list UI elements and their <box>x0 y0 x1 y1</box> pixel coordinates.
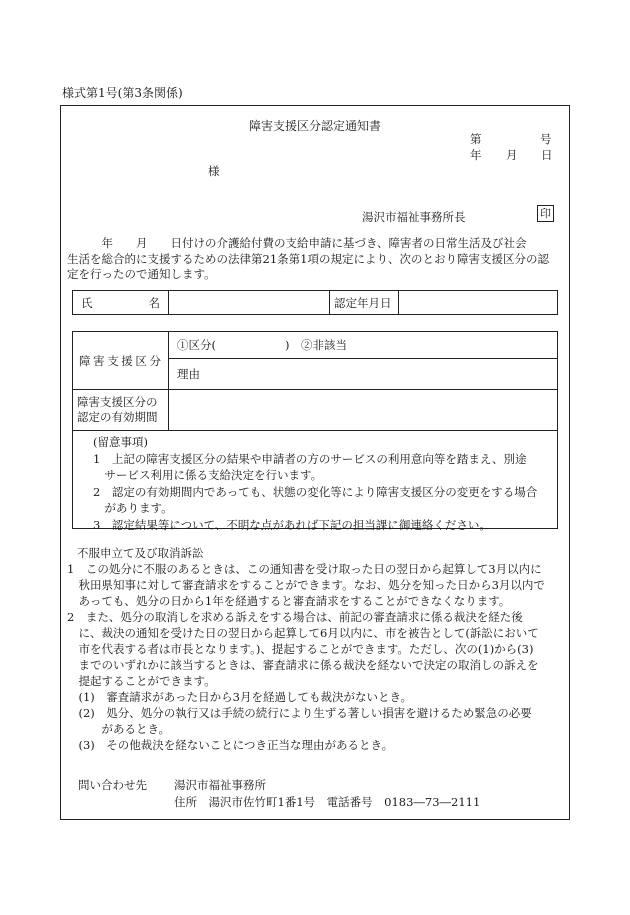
category-options: ①区分( ) ②非該当 <box>177 338 347 352</box>
appeal-line: 2 また、処分の取消しを求める訴えをする場合は、前記の審査請求に係る裁決を経た後 <box>67 610 523 624</box>
validity-label-line: 認定の有効期間 <box>77 410 158 424</box>
validity-label-cell <box>73 390 169 431</box>
notes-box <box>72 430 558 532</box>
certification-table <box>72 331 558 431</box>
number-suffix: 号 <box>540 132 552 146</box>
issuer-name: 湯沢市福祉事務所長 <box>362 210 466 224</box>
notes-line: 2 認定の有効期間内であっても、状態の変化等により障害支援区分の変更をする場合 <box>93 484 538 499</box>
appeal-line: 1 この処分に不服のあるときは、この通知書を受け取った日の翌日から起算して3月以内に <box>67 562 542 576</box>
contact-office: 湯沢市福祉事務所 <box>174 778 266 792</box>
appeal-line: までのいずれかに該当するときは、審査請求に係る裁決を経ないで決定の取消しの訴えを <box>67 658 539 672</box>
reason-cell <box>169 359 558 390</box>
contact-address: 住所 湯沢市佐竹町1番1号 電話番号 0183―73―2111 <box>174 795 481 809</box>
cert-date-label: 認定年月日 <box>334 295 392 310</box>
name-label-cell <box>73 291 169 315</box>
intro-line: 生活を総合的に支援するための法律第21条第1項の規定により、次のとおり障害支援区分の認 <box>67 251 549 266</box>
appeal-line: (1) 審査請求があった日から3月を経過しても裁決がないとき。 <box>67 690 413 704</box>
reason-label: 理由 <box>177 367 200 381</box>
notes-heading: (留意事項) <box>93 435 148 449</box>
category-label-cell <box>73 332 169 390</box>
category-option-cell <box>169 332 558 359</box>
name-value-cell <box>169 291 330 315</box>
date-month: 月 <box>506 148 518 162</box>
addressee-honorific: 様 <box>208 164 220 178</box>
appeal-line: があるとき。 <box>67 722 171 736</box>
notes-line: 3 認定結果等について、不明な点があれば下記の担当課に御連絡ください。 <box>93 517 491 532</box>
date-day: 日 <box>541 148 553 162</box>
intro-line: 年 月 日付けの介護給付費の支給申請に基づき、障害者の日常生活及び社会 <box>67 236 527 250</box>
number-prefix: 第 <box>470 132 482 146</box>
notes-line: サービス利用に係る支給決定を行います。 <box>93 468 323 482</box>
intro-paragraph <box>67 236 557 283</box>
cert-date-label-cell <box>330 291 399 315</box>
validity-value-cell <box>169 390 558 431</box>
intro-line: 定を行ったので通知します。 <box>67 267 216 281</box>
validity-label-line: 障害支援区分の <box>77 395 158 409</box>
appeal-line: あっても、処分の日から1年を経過すると審査請求をすることができなくなります。 <box>67 594 511 608</box>
appeal-line: (3) その他裁決を経ないことにつき正当な理由があるとき。 <box>67 738 394 752</box>
seal-mark: 印 <box>537 205 554 222</box>
contact-label: 問い合わせ先 <box>78 778 147 792</box>
notes-line: があります。 <box>93 501 173 515</box>
contact-block <box>78 777 481 811</box>
category-label: 障害支援区分 <box>79 353 161 368</box>
name-label: 氏 名 <box>81 295 160 310</box>
notes-line: 1 上記の障害支援区分の結果や申請者の方のサービスの利用意向等を踏まえ、別途 <box>93 451 527 466</box>
date-year: 年 <box>470 148 482 162</box>
appeal-line: 提起することができます。 <box>67 674 216 688</box>
appeal-line: 秋田県知事に対して審査請求をすることができます。なお、処分を知った日から3月以内で <box>67 578 545 592</box>
appeal-heading: 不服申立て及び取消訴訟 <box>77 546 204 560</box>
form-number-label: 様式第1号(第3条関係) <box>62 86 183 100</box>
appeal-line: (2) 処分、処分の執行又は手続の続行により生ずる著しい損害を避けるため緊急の必要 <box>67 706 532 720</box>
name-table <box>72 290 558 315</box>
cert-date-value-cell <box>399 291 558 315</box>
appeal-line: 市を代表する者は市長となります。)、提起することができます。ただし、次の(1)から(3) <box>67 642 534 656</box>
document-title: 障害支援区分認定通知書 <box>249 119 382 133</box>
appeal-line: に、裁決の通知を受けた日の翌日から起算して6月以内に、市を被告として(訴訟において <box>67 626 539 640</box>
appeal-section <box>67 545 563 753</box>
